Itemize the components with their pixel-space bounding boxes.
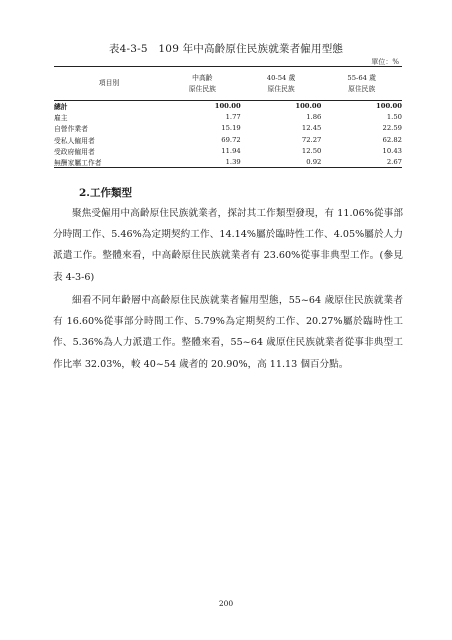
table-unit-label: 單位：% xyxy=(371,58,399,66)
row-label: 受政府僱用者 xyxy=(54,147,95,156)
table-row xyxy=(54,145,402,156)
header-col-55-64-line2: 原住民族 xyxy=(348,84,376,93)
header-col-40-54 xyxy=(241,67,322,101)
header-col-all-line2: 原住民族 xyxy=(188,84,216,93)
employment-type-table xyxy=(54,66,402,168)
cell-value: 1.77 xyxy=(225,113,241,122)
row-label: 雇主 xyxy=(54,114,68,123)
cell-value: 12.45 xyxy=(301,124,322,133)
cell-value: 0.92 xyxy=(306,157,322,166)
header-col-40-54-line2: 原住民族 xyxy=(267,84,295,93)
row-label: 無酬家屬工作者 xyxy=(54,158,102,167)
table-row xyxy=(54,112,402,123)
cell-value: 100.00 xyxy=(375,102,402,111)
body-paragraph-2: 細看不同年齡層中高齡原住民族就業者僱用型態，55~64 歲原住民族就業者有 16.60%從事部分時間工作、5.79%為定期契約工作、20.27%屬於臨時性工作、5.36%為人力派遣工作。整體來看，55~64 歲原住民族就業者從事非典型工作比率 32.03%，較 40~54 歲者的 20.90%，高 11.13 個百分點。 xyxy=(53,295,403,370)
row-label: 自營作業者 xyxy=(54,125,88,134)
cell-value: 22.59 xyxy=(382,124,402,133)
table-row xyxy=(54,101,402,112)
cell-value: 72.27 xyxy=(301,135,322,144)
header-col-55-64-line1: 55-64 歲 xyxy=(347,73,376,82)
row-label: 總計 xyxy=(54,103,68,112)
body-paragraph-1: 聚焦受僱用中高齡原住民族就業者，探討其工作類型發現，有 11.06%從事部分時間工作、5.46%為定期契約工作、14.14%屬於臨時性工作、4.05%屬於人力派遣工作。整體來看，中高齡原住民族就業者有 23.60%從事非典型工作。(參見表 4-3-6) xyxy=(53,208,403,283)
cell-value: 62.82 xyxy=(382,135,402,144)
header-col-40-54-line1: 40-54 歲 xyxy=(266,73,296,82)
cell-value: 2.67 xyxy=(386,157,402,166)
cell-value: 100.00 xyxy=(295,102,322,111)
table-row xyxy=(54,134,402,145)
header-item: 項目別 xyxy=(98,79,120,87)
cell-value: 15.19 xyxy=(221,124,241,133)
header-col-all-line1: 中高齡 xyxy=(192,73,213,82)
cell-value: 11.94 xyxy=(221,146,241,155)
table-row xyxy=(54,156,402,167)
header-col-55-64 xyxy=(321,67,402,101)
cell-value: 1.39 xyxy=(225,157,241,166)
cell-value: 1.50 xyxy=(386,113,402,122)
cell-value: 69.72 xyxy=(221,135,241,144)
cell-value: 12.50 xyxy=(301,146,322,155)
table-caption: 表4-3-5 109 年中高齡原住民族就業者僱用型態 xyxy=(108,43,344,55)
section-heading: 2.工作類型 xyxy=(79,187,132,199)
header-col-all xyxy=(164,67,241,101)
table-header-row xyxy=(54,67,402,101)
row-label: 受私人僱用者 xyxy=(54,136,95,145)
page-number: 200 xyxy=(218,599,234,608)
cell-value: 1.86 xyxy=(306,113,322,122)
cell-value: 10.43 xyxy=(382,146,402,155)
table-row xyxy=(54,123,402,134)
cell-value: 100.00 xyxy=(214,102,241,111)
